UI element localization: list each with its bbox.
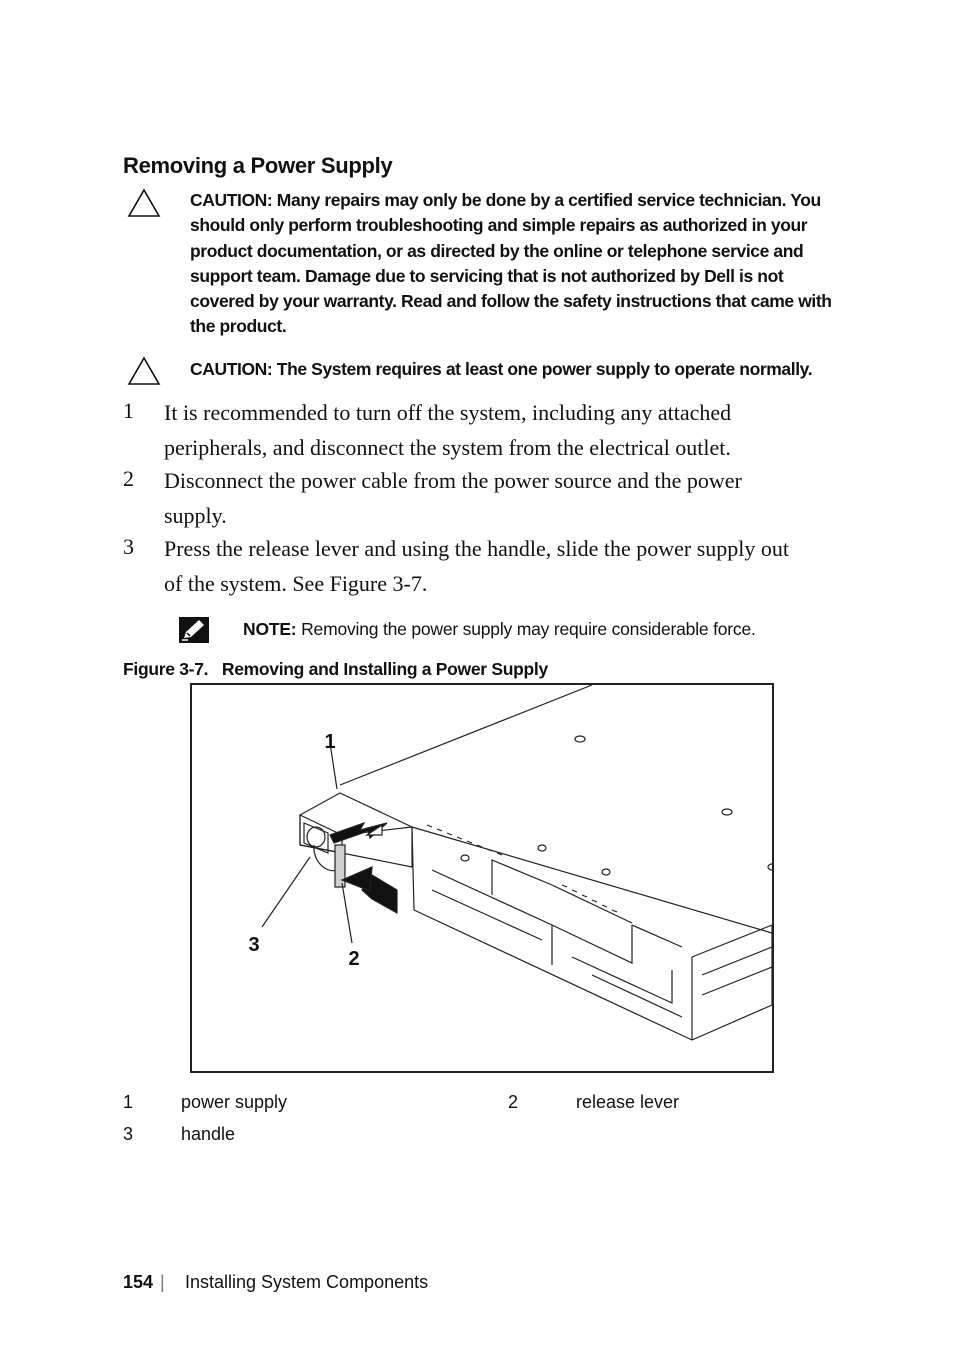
power-supply-illustration bbox=[192, 685, 772, 1071]
figure-caption: Figure 3-7. Removing and Installing a Power Supply bbox=[123, 659, 548, 679]
note-pencil-icon bbox=[178, 616, 210, 644]
legend-number: 3 bbox=[123, 1124, 134, 1144]
caution-triangle-icon bbox=[127, 356, 161, 386]
page-number: 154 bbox=[123, 1272, 154, 1292]
note-body: Removing the power supply may require considerable force. bbox=[296, 619, 756, 639]
step-number: 1 bbox=[123, 398, 134, 423]
section-heading: Removing a Power Supply bbox=[123, 153, 393, 178]
callout-label: 3 bbox=[248, 934, 260, 956]
step-line: Disconnect the power cable from the power source and the power bbox=[164, 468, 742, 493]
step-line: supply. bbox=[164, 502, 227, 528]
step-line: peripherals, and disconnect the system from the electrical outlet. bbox=[164, 434, 731, 460]
step-text bbox=[164, 464, 844, 533]
figure-illustration bbox=[190, 683, 774, 1073]
legend-number: 2 bbox=[508, 1092, 519, 1112]
step-text bbox=[164, 396, 844, 465]
callout-label: 1 bbox=[324, 731, 336, 753]
caution-line: product documentation, or as directed by the online or telephone service and bbox=[190, 240, 804, 261]
caution-line: support team. Damage due to servicing that is not authorized by Dell is not bbox=[190, 265, 784, 286]
legend-label: release lever bbox=[576, 1092, 680, 1112]
step-number: 2 bbox=[123, 466, 134, 491]
note-label: NOTE: bbox=[243, 619, 297, 639]
caution-block bbox=[190, 188, 860, 340]
caution-line: should only perform troubleshooting and simple repairs as authorized in your bbox=[190, 215, 808, 236]
caution-line: CAUTION: Many repairs may only be done by a certified service technician. You bbox=[190, 190, 821, 210]
caution-line: covered by your warranty. Read and follow the safety instructions that came with bbox=[190, 291, 832, 312]
step-number: 3 bbox=[123, 534, 134, 559]
footer-separator: | bbox=[160, 1272, 165, 1292]
step-line: of the system. See Figure 3-7. bbox=[164, 570, 428, 596]
legend-number: 1 bbox=[123, 1092, 134, 1112]
step-line: Press the release lever and using the handle, slide the power supply out bbox=[164, 536, 790, 561]
caution-line: the product. bbox=[190, 316, 287, 337]
footer-section: Installing System Components bbox=[185, 1272, 429, 1292]
legend-label: power supply bbox=[181, 1092, 288, 1112]
caution-triangle-icon bbox=[127, 188, 161, 218]
legend-label: handle bbox=[181, 1124, 236, 1144]
step-text bbox=[164, 532, 844, 601]
caution-block bbox=[190, 357, 860, 382]
caution-line: CAUTION: The System requires at least one power supply to operate normally. bbox=[190, 359, 813, 379]
note-text bbox=[243, 619, 756, 640]
step-line: It is recommended to turn off the system, including any attached bbox=[164, 400, 732, 425]
callout-label: 2 bbox=[348, 948, 360, 970]
